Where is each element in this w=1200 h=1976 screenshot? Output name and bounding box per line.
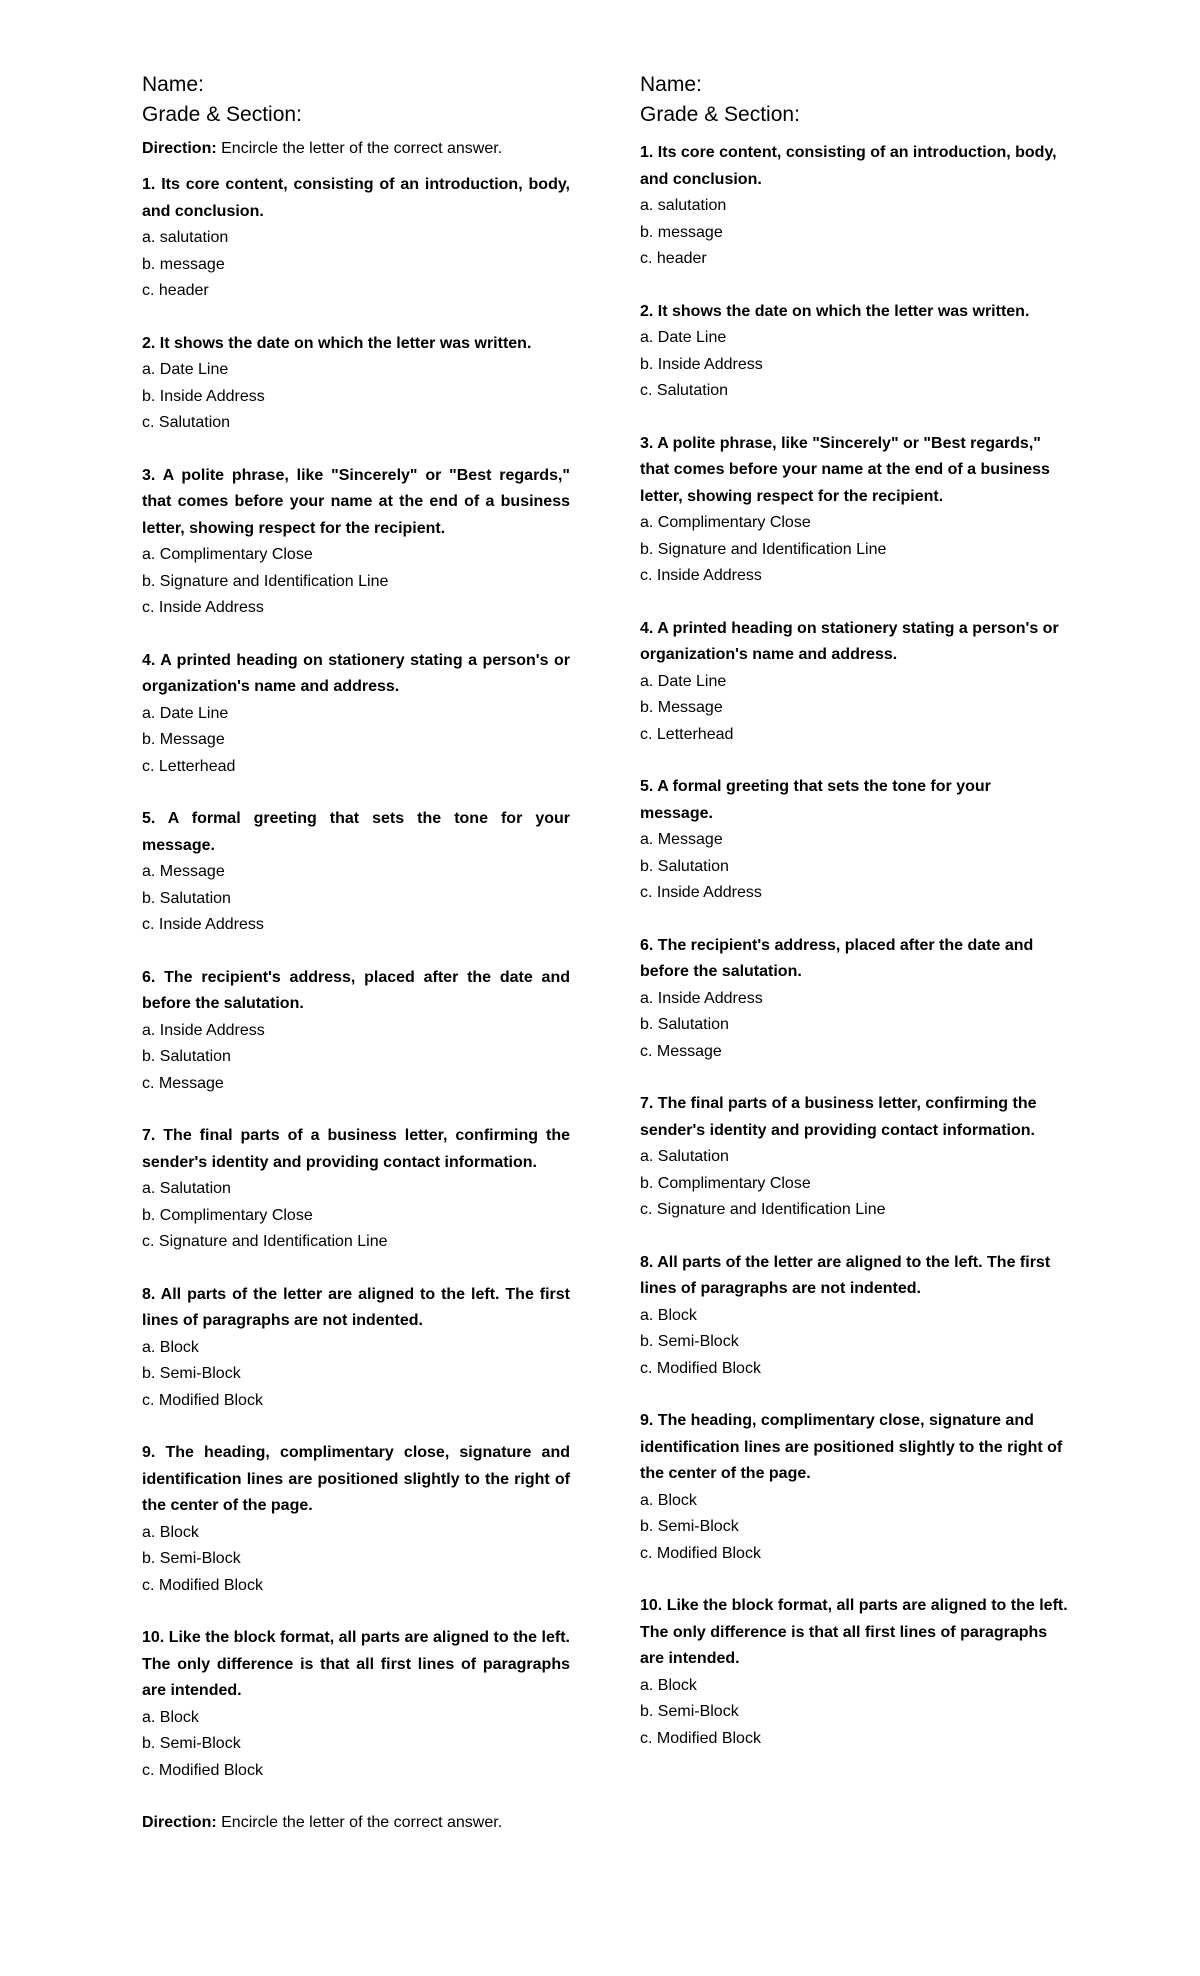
answer-option[interactable]: b. Signature and Identification Line: [142, 572, 389, 590]
answer-option[interactable]: c. Inside Address: [640, 567, 762, 584]
question-item: [142, 648, 570, 781]
grade-section-label: Grade & Section:: [142, 103, 302, 126]
answer-option[interactable]: c. Signature and Identification Line: [640, 1201, 886, 1218]
direction-label: Direction:: [142, 1814, 217, 1831]
question-text: 2. It shows the date on which the letter was written.: [142, 334, 532, 352]
answer-option[interactable]: b. Inside Address: [142, 387, 265, 405]
direction-label: Direction:: [142, 140, 217, 157]
question-item: [640, 299, 1068, 405]
direction-text: Encircle the letter of the correct answer.: [216, 1814, 503, 1831]
answer-option[interactable]: b. Semi-Block: [142, 1735, 241, 1752]
answer-option[interactable]: c. Letterhead: [142, 757, 236, 775]
answer-option[interactable]: a. salutation: [640, 197, 727, 214]
question-text: 10. Like the block format, all parts are aligned to the left. The only difference is that all first lines of paragraphs are intended.: [142, 1629, 570, 1699]
question-item: [640, 140, 1068, 273]
answer-option[interactable]: b. message: [640, 223, 723, 241]
answer-option[interactable]: b. Salutation: [640, 1016, 729, 1033]
direction-line-bottom: [142, 1810, 570, 1836]
question-item: [640, 933, 1068, 1066]
answer-option[interactable]: b. Semi-Block: [640, 1518, 739, 1535]
answer-option[interactable]: b. Complimentary Close: [640, 1174, 811, 1192]
question-item: [640, 1408, 1068, 1567]
question-item: [640, 1593, 1068, 1752]
answer-option[interactable]: c. Message: [142, 1074, 224, 1092]
grade-section-label: Grade & Section:: [640, 103, 800, 126]
answer-option[interactable]: b. Inside Address: [640, 355, 763, 373]
answer-option[interactable]: a. Salutation: [640, 1148, 729, 1165]
answer-option[interactable]: a. Date Line: [142, 704, 229, 722]
answer-option[interactable]: a. Date Line: [142, 361, 229, 378]
answer-option[interactable]: a. Complimentary Close: [640, 514, 811, 531]
question-item: [640, 616, 1068, 749]
worksheet-right-column: [640, 70, 1068, 1752]
question-item: [142, 172, 570, 305]
answer-option[interactable]: c. Inside Address: [640, 884, 762, 901]
answer-option[interactable]: c. Inside Address: [142, 599, 264, 616]
question-text: 7. The final parts of a business letter, confirming the sender's identity and providing contact information.: [142, 1127, 570, 1171]
answer-option[interactable]: b. Signature and Identification Line: [640, 540, 887, 558]
question-item: [142, 965, 570, 1098]
question-text: 8. All parts of the letter are aligned to the left. The first lines of paragraphs are not indented.: [640, 1253, 1051, 1297]
question-text: 6. The recipient's address, placed after the date and before the salutation.: [640, 936, 1034, 980]
question-text: 1. Its core content, consisting of an introduction, body, and conclusion.: [640, 144, 1057, 188]
question-text: 5. A formal greeting that sets the tone for your message.: [640, 778, 991, 822]
answer-option[interactable]: a. Block: [142, 1523, 199, 1541]
answer-option[interactable]: b. Semi-Block: [640, 1703, 739, 1720]
answer-option[interactable]: b. Semi-Block: [142, 1550, 241, 1567]
answer-option[interactable]: b. Message: [142, 731, 225, 748]
question-item: [142, 1282, 570, 1415]
answer-option[interactable]: b. Semi-Block: [142, 1365, 241, 1382]
question-list: [640, 140, 1068, 1752]
answer-option[interactable]: b. Salutation: [640, 857, 729, 875]
answer-option[interactable]: c. header: [142, 282, 209, 299]
answer-option[interactable]: a. Message: [640, 831, 723, 848]
question-text: 2. It shows the date on which the letter was written.: [640, 302, 1030, 320]
question-text: 3. A polite phrase, like "Sincerely" or "Best regards," that comes before your name at the end of a business letter, showing respect for the recipient.: [640, 434, 1050, 505]
question-item: [142, 1440, 570, 1599]
question-item: [142, 1123, 570, 1256]
question-item: [142, 1625, 570, 1784]
answer-option[interactable]: a. Salutation: [142, 1180, 231, 1197]
answer-option[interactable]: b. Salutation: [142, 1048, 231, 1065]
question-item: [640, 1091, 1068, 1224]
answer-option[interactable]: b. Message: [640, 699, 723, 716]
worksheet-left-column: [142, 70, 570, 1836]
answer-option[interactable]: a. Block: [640, 1306, 697, 1324]
direction-text: Encircle the letter of the correct answer.: [216, 140, 503, 157]
answer-option[interactable]: b. Salutation: [142, 889, 231, 907]
question-text: 4. A printed heading on stationery stating a person's or organization's name and address.: [142, 651, 570, 695]
question-item: [640, 431, 1068, 590]
answer-option[interactable]: a. Inside Address: [142, 1021, 265, 1039]
question-text: 5. A formal greeting that sets the tone for your message.: [142, 810, 570, 854]
answer-option[interactable]: a. Inside Address: [640, 989, 763, 1007]
answer-option[interactable]: c. Signature and Identification Line: [142, 1233, 388, 1250]
answer-option[interactable]: c. Modified Block: [640, 1729, 761, 1747]
answer-option[interactable]: c. Salutation: [640, 382, 729, 399]
question-text: 3. A polite phrase, like "Sincerely" or "Best regards," that comes before your name at the end of a business letter, showing respect for the recipient.: [142, 466, 570, 537]
answer-option[interactable]: a. Date Line: [640, 329, 727, 346]
answer-option[interactable]: a. Block: [142, 1338, 199, 1356]
answer-option[interactable]: a. Complimentary Close: [142, 546, 313, 563]
answer-option[interactable]: a. Message: [142, 863, 225, 880]
answer-option[interactable]: a. salutation: [142, 229, 229, 246]
answer-option[interactable]: b. message: [142, 255, 225, 273]
answer-option[interactable]: a. Block: [640, 1491, 697, 1509]
answer-option[interactable]: c. Modified Block: [142, 1761, 263, 1779]
name-label: Name:: [142, 73, 204, 96]
answer-option[interactable]: a. Date Line: [640, 672, 727, 690]
question-list: [142, 172, 570, 1784]
question-text: 9. The heading, complimentary close, signature and identification lines are positioned slightly to the right of the center of the page.: [640, 1412, 1063, 1482]
answer-option[interactable]: c. Salutation: [142, 414, 231, 431]
question-item: [640, 774, 1068, 907]
answer-option[interactable]: c. Modified Block: [142, 1391, 263, 1409]
answer-option[interactable]: a. Block: [640, 1676, 697, 1694]
answer-option[interactable]: b. Semi-Block: [640, 1333, 739, 1350]
question-text: 1. Its core content, consisting of an introduction, body, and conclusion.: [142, 176, 570, 220]
answer-option[interactable]: c. Modified Block: [640, 1544, 761, 1562]
question-item: [142, 331, 570, 437]
answer-option[interactable]: c. Inside Address: [142, 916, 264, 933]
answer-option[interactable]: c. Letterhead: [640, 725, 734, 743]
name-label: Name:: [640, 73, 702, 96]
question-text: 8. All parts of the letter are aligned to the left. The first lines of paragraphs are not indented.: [142, 1285, 570, 1329]
question-text: 10. Like the block format, all parts are aligned to the left. The only difference is that all first lines of paragraphs are intended.: [640, 1597, 1068, 1667]
question-text: 6. The recipient's address, placed after the date and before the salutation.: [142, 968, 570, 1012]
answer-option[interactable]: c. Modified Block: [640, 1359, 761, 1377]
direction-line: [142, 136, 570, 162]
question-item: [142, 806, 570, 939]
question-item: [640, 1250, 1068, 1383]
question-text: 4. A printed heading on stationery stating a person's or organization's name and address.: [640, 619, 1059, 663]
answer-option[interactable]: c. Modified Block: [142, 1576, 263, 1594]
answer-option[interactable]: c. Message: [640, 1042, 722, 1060]
answer-option[interactable]: c. header: [640, 250, 707, 267]
question-item: [142, 463, 570, 622]
answer-option[interactable]: b. Complimentary Close: [142, 1206, 313, 1224]
answer-option[interactable]: a. Block: [142, 1708, 199, 1726]
question-text: 7. The final parts of a business letter, confirming the sender's identity and providing contact information.: [640, 1095, 1037, 1139]
question-text: 9. The heading, complimentary close, signature and identification lines are positioned slightly to the right of the center of the page.: [142, 1444, 570, 1514]
